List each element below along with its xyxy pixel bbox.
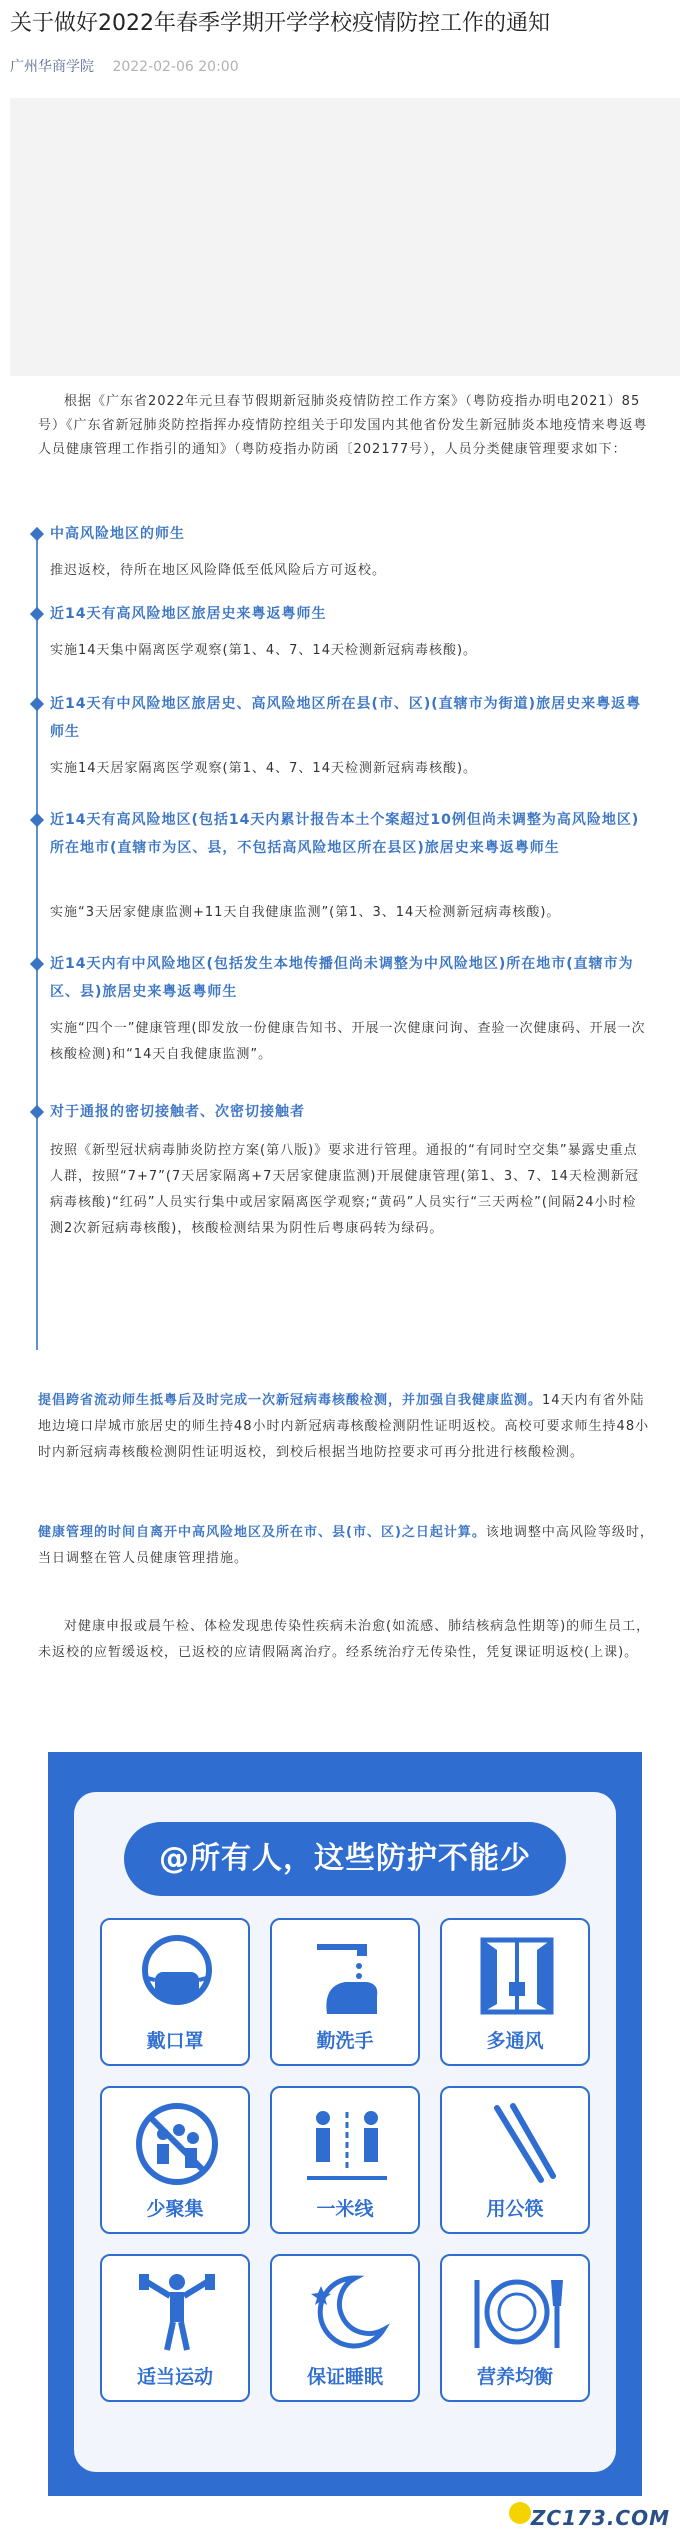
tile-ventilate <box>440 1918 590 2066</box>
timeline <box>36 520 656 1360</box>
poster-panel <box>74 1792 616 2472</box>
meal-icon <box>467 2266 567 2358</box>
no-crowd-icon <box>127 2098 227 2190</box>
mask-icon <box>127 1930 227 2022</box>
tile-mask <box>100 1918 250 2066</box>
poster-banner: @所有人，这些防护不能少 <box>124 1822 566 1896</box>
paragraph-testing <box>38 1388 658 1466</box>
sleep-icon <box>297 2266 397 2358</box>
timeline-heading: 对于通报的密切接触者、次密切接触者 <box>50 1104 305 1120</box>
author-link[interactable]: 广州华商学院 <box>10 59 94 75</box>
tile-label: 勤洗手 <box>316 2030 374 2052</box>
timeline-marker-icon <box>30 813 44 827</box>
timeline-heading: 近14天有中风险地区旅居史、高风险地区所在县(市、区)(直辖市为街道)旅居史来粤返粤师生 <box>50 696 642 740</box>
tile-label: 保证睡眠 <box>306 2366 383 2388</box>
smiley-logo-icon <box>509 2502 531 2524</box>
timeline-line <box>36 530 38 1350</box>
exercise-icon <box>127 2266 227 2358</box>
article-meta <box>10 56 239 76</box>
tile-label: 营养均衡 <box>476 2366 553 2388</box>
tile-nutrition <box>440 2254 590 2402</box>
timeline-marker-icon <box>30 607 44 621</box>
tile-no-crowd <box>100 2086 250 2234</box>
watermark-text: ZC173.COM <box>530 2506 670 2530</box>
timeline-marker-icon <box>30 697 44 711</box>
timeline-marker-icon <box>30 527 44 541</box>
article-image-placeholder <box>10 98 680 376</box>
tile-label: 戴口罩 <box>146 2030 204 2052</box>
timeline-text: 实施14天集中隔离医学观察(第1、4、7、14天检测新冠病毒核酸)。 <box>50 643 478 658</box>
tile-exercise <box>100 2254 250 2402</box>
article-title: 关于做好2022年春季学期开学学校疫情防控工作的通知 <box>10 11 550 36</box>
tile-label: 适当运动 <box>136 2366 213 2388</box>
window-icon <box>467 1930 567 2022</box>
highlight-text: 提倡跨省流动师生抵粤后及时完成一次新冠病毒核酸检测，并加强自我健康监测。 <box>38 1393 543 1408</box>
tile-label: 多通风 <box>486 2030 544 2052</box>
timeline-heading: 近14天内有中风险地区(包括发生本地传播但尚未调整为中风险地区)所在地市(直辖市为区、县)旅居史来粤返粤师生 <box>50 956 634 1000</box>
publish-date: 2022-02-06 20:00 <box>112 59 239 75</box>
tile-distance <box>270 2086 420 2234</box>
prevention-poster <box>48 1752 642 2496</box>
tile-label: 少聚集 <box>146 2198 204 2220</box>
intro-paragraph: 根据《广东省2022年元旦春节假期新冠肺炎疫情防控工作方案》（粤防疫指办明电2021）85号）《广东省新冠肺炎防控指挥办疫情防控组关于印发国内其他省份发生新冠肺炎本地疫情来粤返粤人员健康管理工作指引的通知》（粤防疫指办防函〔202177号），人员分类健康管理要求如下： <box>38 394 648 457</box>
distance-icon <box>297 2098 397 2190</box>
timeline-text: 推迟返校，待所在地区风险降低至低风险后方可返校。 <box>50 563 387 578</box>
timeline-heading: 中高风险地区的师生 <box>50 526 185 542</box>
tile-chopsticks <box>440 2086 590 2234</box>
timeline-text: 实施“四个一”健康管理(即发放一份健康告知书、开展一次健康问询、查验一次健康码、开展一次核酸检测)和“14天自我健康监测”。 <box>50 1021 646 1062</box>
paragraph-text: 该地调整中高风险等级时，当日调整在管人员健康管理措施。 <box>38 1525 654 1566</box>
paragraph-illness: 对健康申报或晨午检、体检发现患传染性疾病未治愈(如流感、肺结核病急性期等)的师生员工，未返校的应暂缓返校，已返校的应请假隔离治疗。经系统治疗无传染性，凭复课证明返校(上课)。 <box>38 1619 651 1660</box>
timeline-heading: 近14天有高风险地区旅居史来粤返粤师生 <box>50 606 327 622</box>
handwash-icon <box>297 1930 397 2022</box>
timeline-text: 实施“3天居家健康监测+11天自我健康监测”(第1、3、14天检测新冠病毒核酸)。 <box>50 905 561 920</box>
paragraph-timing <box>38 1520 658 1572</box>
tile-handwash <box>270 1918 420 2066</box>
chopsticks-icon <box>467 2098 567 2190</box>
tile-sleep <box>270 2254 420 2402</box>
paragraph-text: 14天内有省外陆地边境口岸城市旅居史的师生持48小时内新冠病毒核酸检测阴性证明返校。高校可要求师生持48小时内新冠病毒核酸检测阴性证明返校，到校后根据当地防控要求可再分批进行核酸检测。 <box>38 1393 650 1460</box>
tile-label: 一米线 <box>316 2198 374 2220</box>
highlight-text: 健康管理的时间自离开中高风险地区及所在市、县(市、区)之日起计算。 <box>38 1525 486 1540</box>
timeline-text: 实施14天居家隔离医学观察(第1、4、7、14天检测新冠病毒核酸)。 <box>50 761 478 776</box>
site-watermark <box>531 2506 670 2530</box>
tile-label: 用公筷 <box>486 2198 544 2220</box>
timeline-marker-icon <box>30 1105 44 1119</box>
timeline-marker-icon <box>30 957 44 971</box>
timeline-text: 按照《新型冠状病毒肺炎防控方案(第八版)》要求进行管理。通报的“有同时空交集”暴露史重点人群，按照“7+7”(7天居家隔离+7天居家健康监测)开展健康管理(第1、3、7、14天检测新冠病毒核酸)“红码”人员实行集中或居家隔离医学观察;“黄码”人员实行“三天两检”(间隔24小时检测2次新冠病毒核酸)，核酸检测结果为阴性后粤康码转为绿码。 <box>50 1143 639 1236</box>
timeline-heading: 近14天有高风险地区(包括14天内累计报告本土个案超过10例但尚未调整为高风险地区)所在地市(直辖市为区、县，不包括高风险地区所在县区)旅居史来粤返粤师生 <box>50 812 640 856</box>
